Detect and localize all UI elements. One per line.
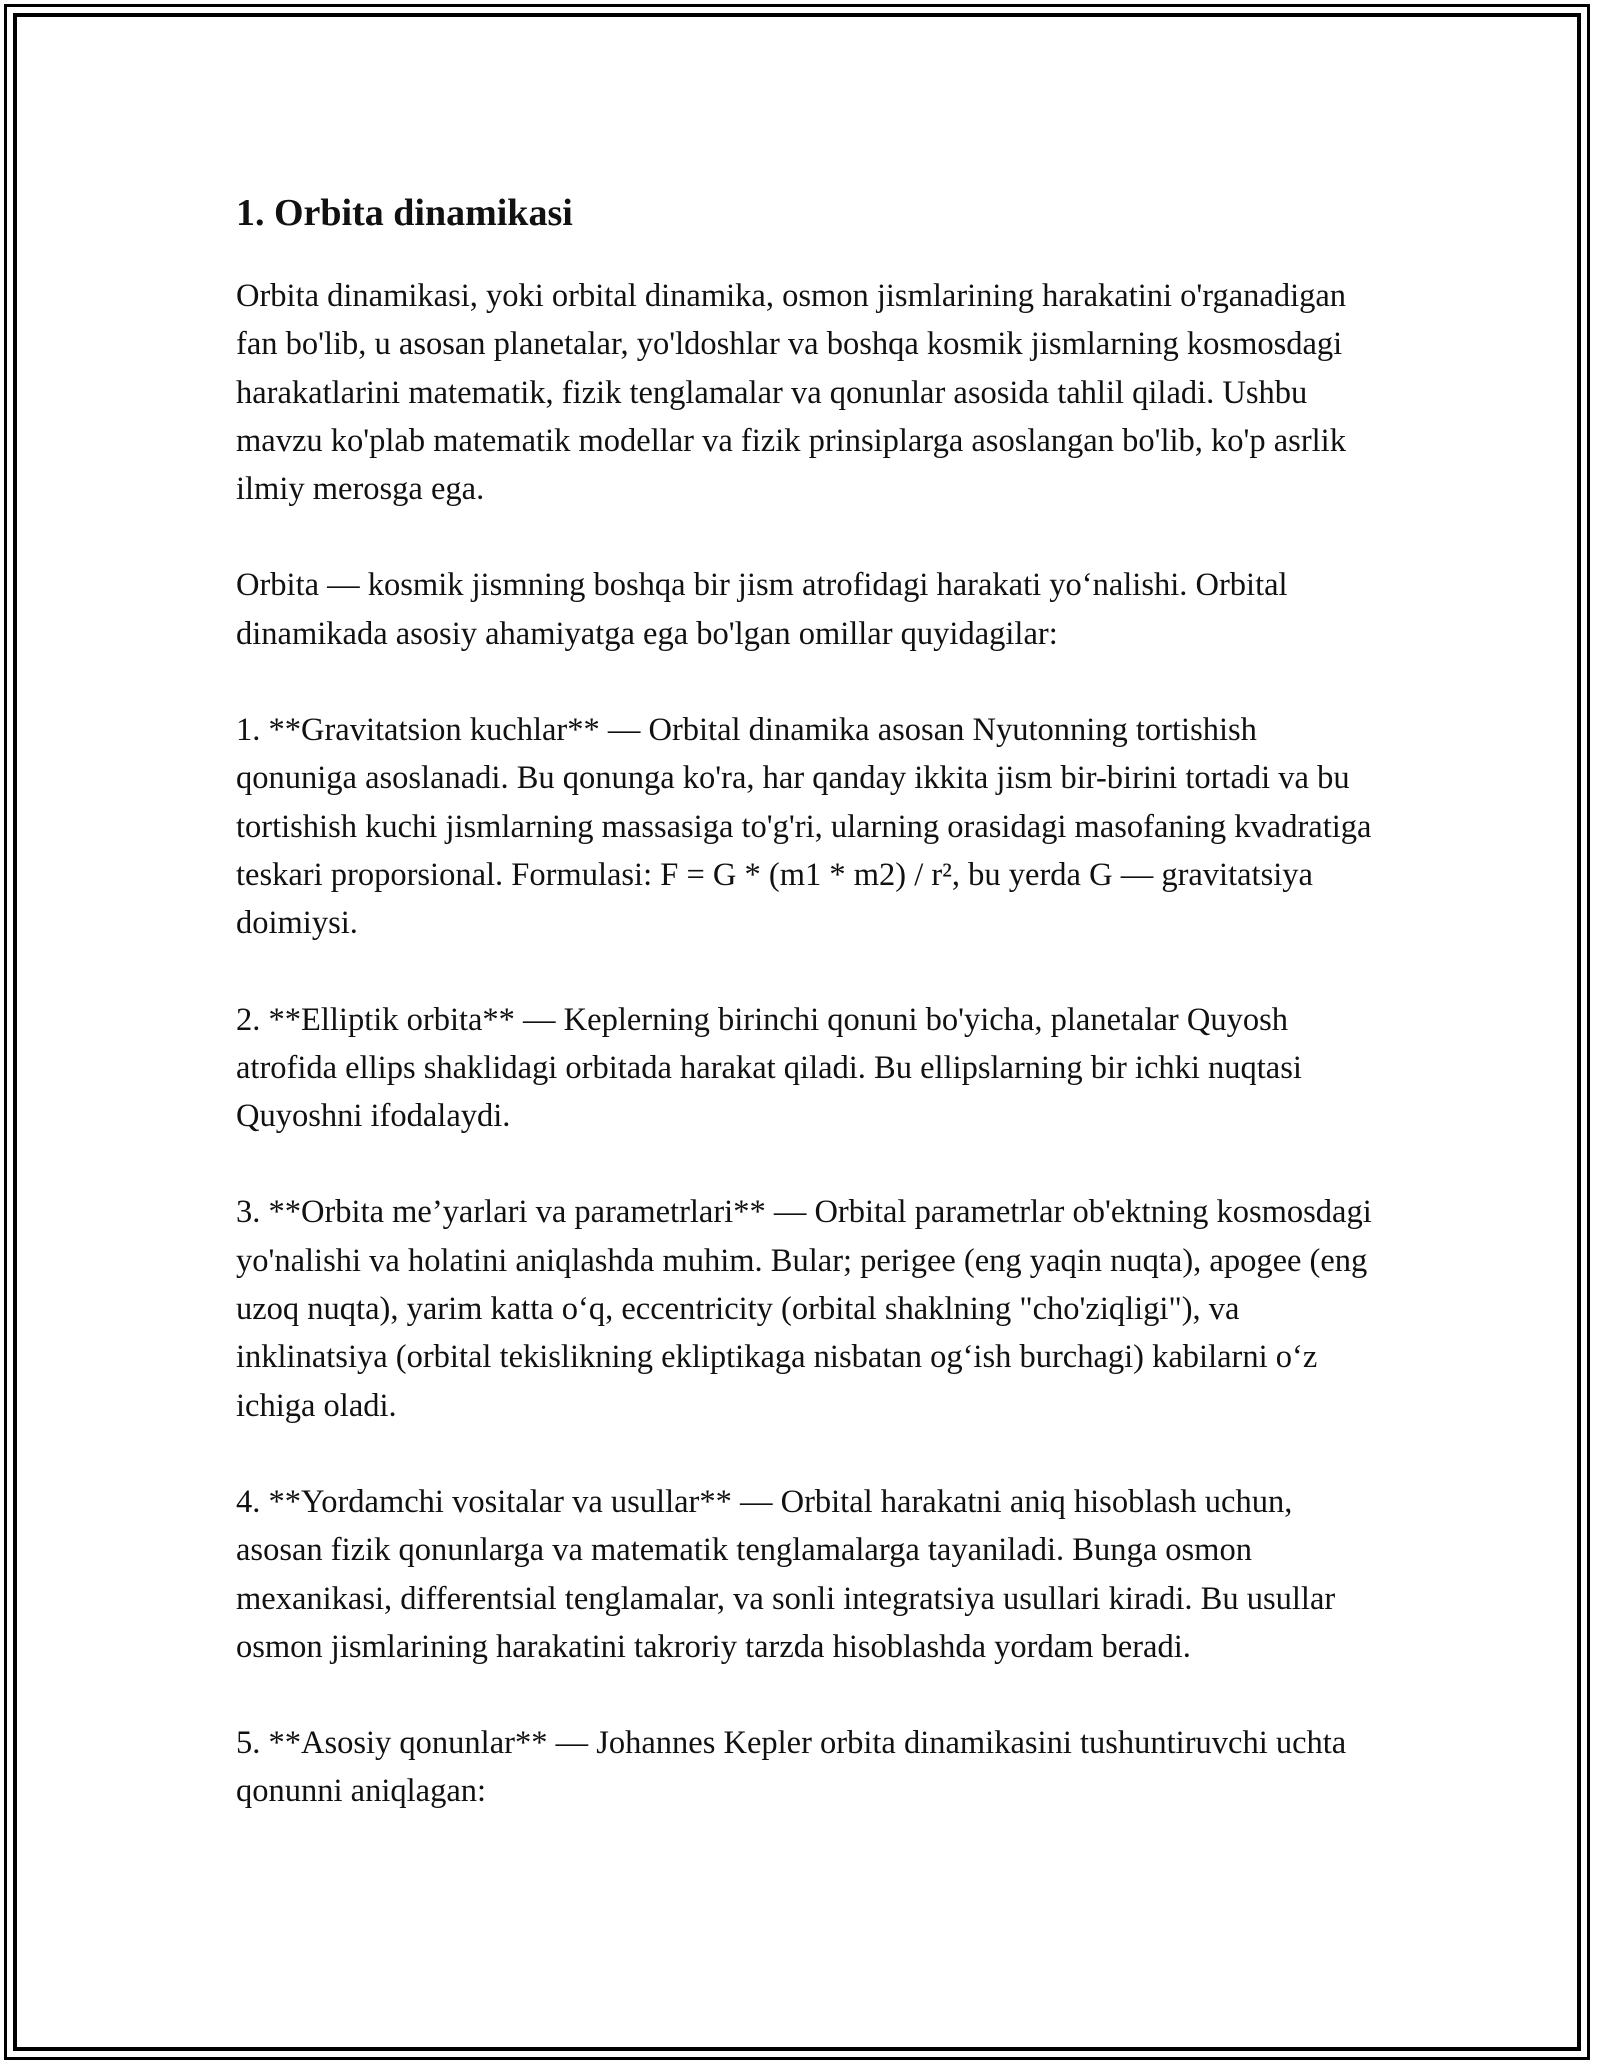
paragraph-item-1: 1. **Gravitatsion kuchlar** — Orbital dinamika asosan Nyutonning tortishish qonuniga asoslanadi. Bu qonunga ko'ra, har qanday ikkita jism bir-birini tortadi va bu tortishish kuchi jismlarning massasiga to'g'ri, ularning orasidagi masofaning kvadratiga teskari proporsional. Formulasi: F = G * (m1 * m2) / r², bu yerda G — gravitatsiya doimiysi.	[236, 712, 1372, 942]
paragraph-item-3: 3. **Orbita me’yarlari va parametrlari** — Orbital parametrlar ob'ektning kosmosdagi yo'nalishi va holatini aniqlashda muhim. Bular; perigee (eng yaqin nuqta), apogee (eng uzoq nuqta), yarim katta o‘q, eccentricity (orbital shaklning "cho'ziqligi"), va inklinatsiya (orbital tekislikning ekliptikaga nisbatan og‘ish burchagi) kabilarni o‘z ichiga oladi.	[236, 1194, 1372, 1424]
paragraph-item-5: 5. **Asosiy qonunlar** — Johannes Kepler orbita dinamikasini tushuntiruvchi uchta qonunni aniqlagan:	[236, 1725, 1347, 1810]
section-heading: 1. Orbita dinamikasi	[236, 192, 573, 234]
paragraph-orbit-definition: Orbita — kosmik jismning boshqa bir jism atrofidagi harakati yo‘nalishi. Orbital dinamikada asosiy ahamiyatga ega bo'lgan omillar quyidagilar:	[236, 567, 1288, 652]
paragraph-item-2: 2. **Elliptik orbita** — Keplerning birinchi qonuni bo'yicha, planetalar Quyosh atrofida ellips shaklidagi orbitada harakat qiladi. Bu ellipslarning bir ichki nuqtasi Quyoshni ifodalaydi.	[236, 1001, 1302, 1135]
document-body	[236, 184, 1376, 1864]
paragraph-intro: Orbita dinamikasi, yoki orbital dinamika, osmon jismlarining harakatini o'rganadigan fan bo'lib, u asosan planetalar, yo'ldoshlar va boshqa kosmik jismlarning kosmosdagi harakatlarini matematik, fizik tenglamalar va qonunlar asosida tahlil qiladi. Ushbu mavzu ko'plab matematik modellar va fizik prinsiplarga asoslangan bo'lib, ko'p asrlik ilmiy merosga ega.	[236, 278, 1347, 508]
paragraph-item-4: 4. **Yordamchi vositalar va usullar** — Orbital harakatni aniq hisoblash uchun, asosan fizik qonunlarga va matematik tenglamalarga tayaniladi. Bunga osmon mexanikasi, differentsial tenglamalar, va sonli integratsiya usullari kiradi. Bu usullar osmon jismlarining harakatini takroriy tarzda hisoblashda yordam beradi.	[236, 1483, 1336, 1665]
